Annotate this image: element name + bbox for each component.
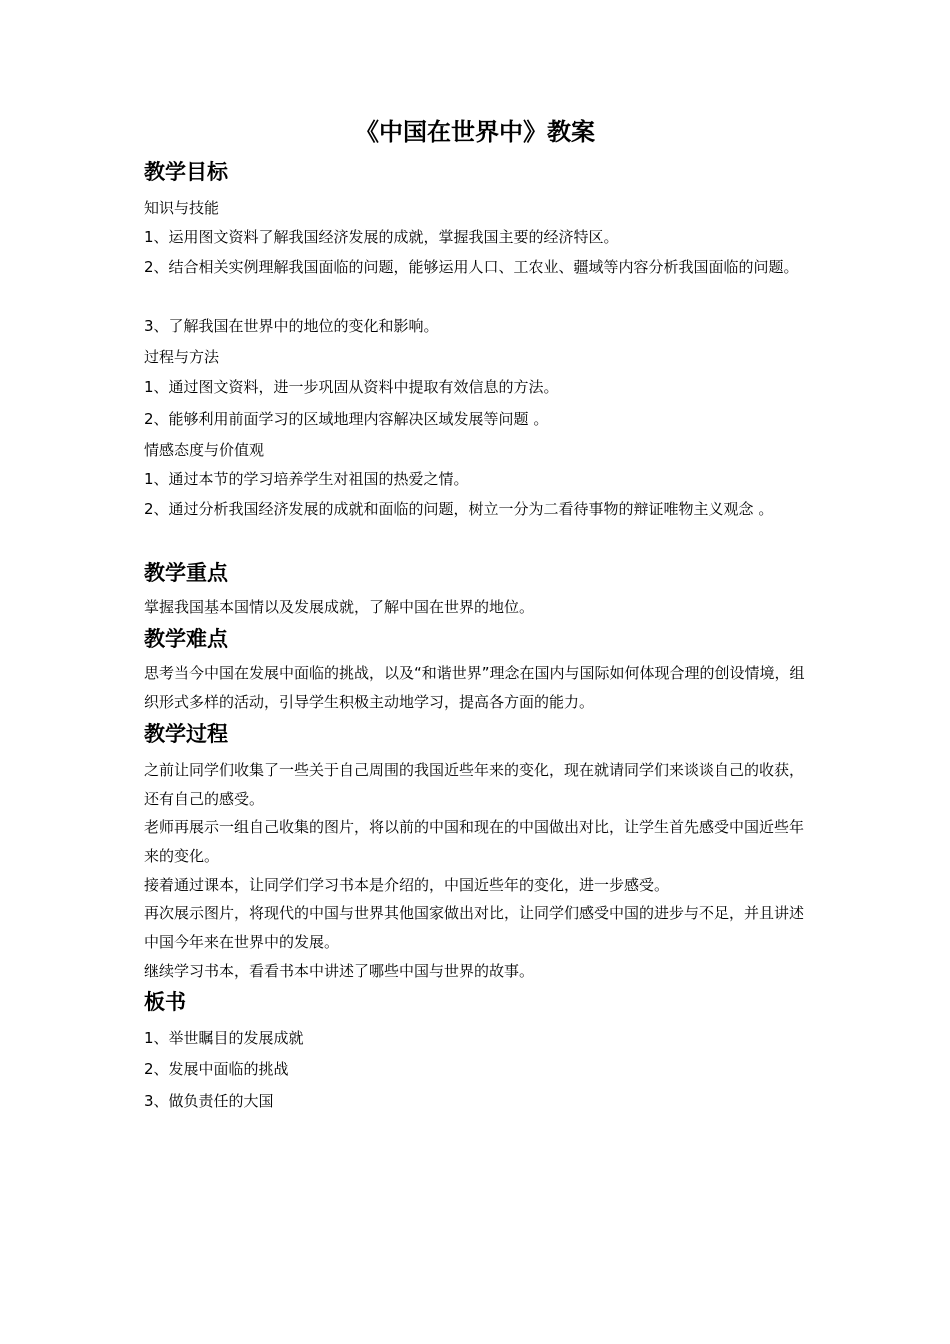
- procedure-heading: 教学过程: [144, 722, 228, 746]
- emotion-item-2: 2、通过分析我国经济发展的成就和面临的问题，树立一分为二看待事物的辩证唯物主义观念 。: [144, 500, 774, 518]
- knowledge-item-1: 1、运用图文资料了解我国经济发展的成就，掌握我国主要的经济特区。: [144, 228, 619, 246]
- knowledge-item-2: 2、结合相关实例理解我国面临的问题，能够运用人口、工农业、疆域等内容分析我国面临的问题。: [144, 258, 799, 276]
- board-heading: 板书: [144, 990, 186, 1014]
- knowledge-label: 知识与技能: [144, 199, 220, 217]
- process-label: 过程与方法: [144, 348, 220, 366]
- objectives-heading: 教学目标: [144, 160, 228, 184]
- procedure-paragraph-4: 再次展示图片，将现代的中国与世界其他国家做出对比，让同学们感受中国的进步与不足，并且讲述中国今年来在世界中的发展。: [144, 904, 805, 951]
- procedure-paragraph-5: 继续学习书本，看看书本中讲述了哪些中国与世界的故事。: [144, 962, 535, 980]
- procedure-paragraph-2: 老师再展示一组自己收集的图片，将以前的中国和现在的中国做出对比，让学生首先感受中国近些年来的变化。: [144, 818, 805, 865]
- board-item-3: 3、做负责任的大国: [144, 1092, 274, 1110]
- process-item-2: 2、能够利用前面学习的区域地理内容解决区域发展等问题 。: [144, 410, 549, 428]
- procedure-paragraph-3: 接着通过课本，让同学们学习书本是介绍的，中国近些年的变化，进一步感受。: [144, 876, 670, 894]
- emotion-label: 情感态度与价值观: [144, 441, 265, 459]
- board-item-1: 1、举世瞩目的发展成就: [144, 1029, 304, 1047]
- document-title: 《中国在世界中》教案: [355, 118, 595, 146]
- emotion-item-1: 1、通过本节的学习培养学生对祖国的热爱之情。: [144, 470, 469, 488]
- key-points-heading: 教学重点: [144, 561, 228, 585]
- key-points-text: 掌握我国基本国情以及发展成就，了解中国在世界的地位。: [144, 598, 535, 616]
- knowledge-item-3: 3、了解我国在世界中的地位的变化和影响。: [144, 317, 439, 335]
- difficulties-text: 思考当今中国在发展中面临的挑战，以及“和谐世界”理念在国内与国际如何体现合理的创设情境，组织形式多样的活动，引导学生积极主动地学习，提高各方面的能力。: [144, 664, 805, 711]
- procedure-paragraph-1: 之前让同学们收集了一些关于自己周围的我国近些年来的变化，现在就请同学们来谈谈自己的收获，还有自己的感受。: [144, 761, 805, 808]
- process-item-1: 1、通过图文资料，进一步巩固从资料中提取有效信息的方法。: [144, 378, 559, 396]
- difficulties-heading: 教学难点: [144, 627, 228, 651]
- board-item-2: 2、发展中面临的挑战: [144, 1060, 289, 1078]
